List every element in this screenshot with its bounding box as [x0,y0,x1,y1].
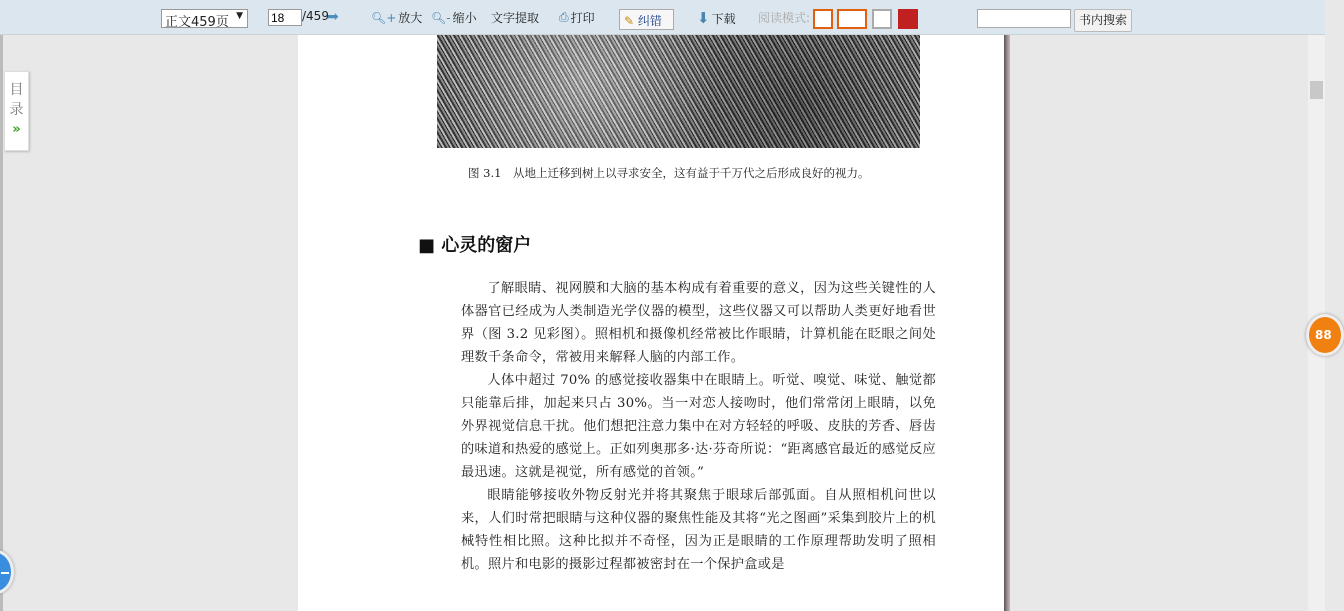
scrollbar-thumb[interactable] [1310,81,1323,99]
toc-label: 录 [9,102,24,118]
go-arrow-icon[interactable]: ➡ [327,9,339,25]
toolbar [0,0,1325,35]
book-search-input[interactable] [977,9,1071,28]
left-edge [0,35,3,611]
page-total: /459 [302,9,329,23]
printer-icon: ⎙ [559,10,569,24]
paragraph: 了解眼睛、视网膜和大脑的基本构成有着重要的意义，因为这些关键性的人体器官已经成为人类制造光学仪器的模型，这些仪器又可以帮助人类更好地看世界（图 3.2 见彩图）。照相机和摄像机经常被比作眼睛，计算机能在眨眼之间处理数千条命令，常被用来解释人脑的内部工作。 [461,281,936,365]
correct-button[interactable] [619,9,674,30]
app-logo-icon[interactable] [898,9,918,29]
figure-image [437,35,920,148]
print-button[interactable] [559,9,595,26]
single-page-mode-icon[interactable] [813,9,833,29]
page-select-value: 正文459页 [165,15,229,30]
read-mode-label: 阅读模式: [758,11,811,25]
paragraph: 人体中超过 70% 的感觉接收器集中在眼睛上。听觉、嗅觉、味觉、触觉都只能靠后排，加起来只占 30%。当一对恋人接吻时，他们常常闭上眼睛，以免外界视觉信息干扰。他们想把注意力集中在对方轻轻的呼吸、皮肤的芳香、唇齿的味道和热爱的感觉上。正如列奥那多·达·芬奇所说：“距离感官最近的感觉反应最迅速。这就是视觉，所有感觉的首领。” [461,373,936,480]
scroll-mode-icon[interactable] [872,9,892,29]
correct-label: 纠错 [637,14,662,28]
zoom-out-label: 缩小 [452,11,477,25]
zoom-in-label: 放大 [398,11,423,25]
edit-icon: ✎ [624,14,635,28]
zoom-out-icon: 🔍︎- [431,10,451,25]
chevron-right-icon: » [12,122,21,137]
zoom-in-icon: 🔍︎+ [371,10,397,25]
toc-label: 目 [9,82,24,98]
book-page [298,35,1004,611]
floating-badge[interactable]: 88 [1306,314,1344,356]
download-icon: ⬇ [697,9,710,27]
floating-collapse-button[interactable] [0,550,14,594]
zoom-in-button[interactable] [371,9,422,26]
print-label: 打印 [570,11,595,25]
dropdown-arrow-icon: ▼ [236,11,243,21]
page-number-input[interactable] [268,9,302,26]
double-page-mode-icon[interactable] [837,9,867,29]
extract-text-button[interactable]: 文字提取 [491,11,540,25]
body-text [461,277,936,576]
zoom-out-button[interactable] [431,9,477,26]
book-search-button[interactable]: 书内搜索 [1074,9,1132,32]
section-heading: ■ 心灵的窗户 [418,235,532,256]
figure-caption: 图 3.1 从地上迁移到树上以寻求安全，这有益于千万代之后形成良好的视力。 [468,166,870,180]
toc-toggle[interactable] [4,71,29,151]
download-label: 下载 [711,11,736,26]
minus-icon [1,572,9,574]
page-range-select[interactable] [161,9,248,28]
paragraph: 眼睛能够接收外物反射光并将其聚焦于眼球后部弧面。自从照相机问世以来，人们时常把眼睛与这种仪器的聚焦性能及其将“光之图画”采集到胶片上的机械特性相比照。这种比拟并不奇怪，因为正是眼睛的工作原理帮助发明了照相机。照片和电影的摄影过程都被密封在一个保护盒或是 [461,488,936,572]
page-edge [1004,35,1010,611]
download-button[interactable] [697,9,736,27]
